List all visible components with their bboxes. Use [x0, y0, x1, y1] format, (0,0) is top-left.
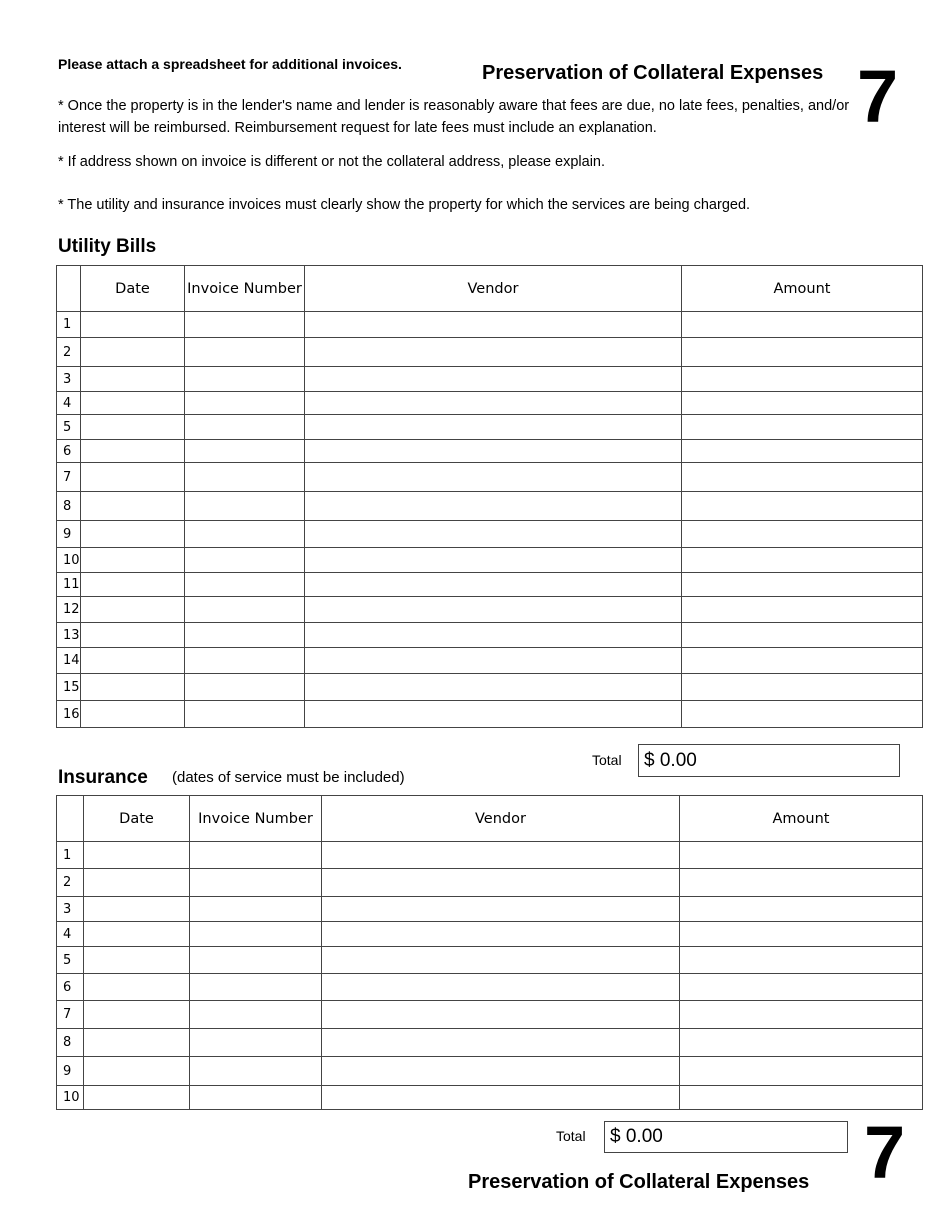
date-cell[interactable] — [84, 1029, 190, 1057]
insurance-total-field[interactable]: $ 0.00 — [604, 1121, 848, 1153]
date-cell[interactable] — [81, 701, 185, 728]
vendor-cell[interactable] — [305, 415, 682, 440]
form-number: 7 — [857, 55, 899, 138]
date-cell[interactable] — [84, 1086, 190, 1110]
invoice-number-cell[interactable] — [185, 440, 305, 463]
amount-cell[interactable] — [682, 623, 923, 648]
page-title: Preservation of Collateral Expenses — [482, 62, 824, 84]
table-row — [57, 312, 923, 338]
row-number: 6 — [57, 974, 84, 1001]
row-number: 12 — [57, 597, 81, 623]
amount-header: Amount — [680, 796, 923, 842]
date-cell[interactable] — [84, 842, 190, 869]
insurance-table — [56, 795, 923, 1110]
amount-cell[interactable] — [682, 648, 923, 674]
date-cell[interactable] — [81, 548, 185, 573]
vendor-cell[interactable] — [305, 701, 682, 728]
date-cell[interactable] — [81, 597, 185, 623]
vendor-header: Vendor — [305, 266, 682, 312]
table-row — [57, 492, 923, 521]
invoice-number-cell[interactable] — [190, 974, 322, 1001]
row-number: 1 — [57, 312, 81, 338]
invoice-number-cell[interactable] — [185, 492, 305, 521]
row-number: 4 — [57, 922, 84, 947]
date-cell[interactable] — [81, 312, 185, 338]
vendor-cell[interactable] — [305, 440, 682, 463]
date-header: Date — [81, 266, 185, 312]
invoice-number-header: Invoice Number — [185, 266, 305, 312]
vendor-cell[interactable] — [322, 869, 680, 897]
date-cell[interactable] — [81, 492, 185, 521]
vendor-cell[interactable] — [305, 312, 682, 338]
invoice-number-cell[interactable] — [190, 842, 322, 869]
address-note: * If address shown on invoice is different or not the collateral address, please explain. — [58, 154, 606, 170]
invoice-number-cell[interactable] — [185, 648, 305, 674]
invoice-number-cell[interactable] — [185, 573, 305, 597]
late-fees-note: * Once the property is in the lender's name and lender is reasonably aware that fees are due, no late fees, penalties, and/or interest will be reimbursed. Reimbursement request for late fees must include an explanation. — [58, 98, 850, 136]
row-number: 16 — [57, 701, 81, 728]
vendor-cell[interactable] — [305, 597, 682, 623]
vendor-cell[interactable] — [305, 463, 682, 492]
date-cell[interactable] — [81, 367, 185, 392]
amount-cell[interactable] — [680, 922, 923, 947]
row-number: 8 — [57, 1029, 84, 1057]
invoice-number-cell[interactable] — [185, 623, 305, 648]
table-row — [57, 869, 923, 897]
date-cell[interactable] — [81, 392, 185, 415]
table-row — [57, 922, 923, 947]
vendor-cell[interactable] — [322, 947, 680, 974]
table-row — [57, 674, 923, 701]
amount-cell[interactable] — [682, 312, 923, 338]
vendor-cell[interactable] — [305, 521, 682, 548]
vendor-cell[interactable] — [305, 623, 682, 648]
date-cell[interactable] — [81, 463, 185, 492]
amount-cell[interactable] — [680, 897, 923, 922]
amount-cell[interactable] — [682, 597, 923, 623]
invoice-number-cell[interactable] — [190, 1001, 322, 1029]
vendor-cell[interactable] — [322, 922, 680, 947]
date-cell[interactable] — [81, 674, 185, 701]
table-row — [57, 463, 923, 492]
invoice-number-cell[interactable] — [190, 922, 322, 947]
amount-cell[interactable] — [680, 974, 923, 1001]
vendor-cell[interactable] — [322, 1001, 680, 1029]
invoice-number-cell[interactable] — [185, 674, 305, 701]
row-number: 13 — [57, 623, 81, 648]
table-row — [57, 701, 923, 728]
date-cell[interactable] — [84, 897, 190, 922]
amount-cell[interactable] — [680, 947, 923, 974]
row-number: 1 — [57, 842, 84, 869]
table-row — [57, 842, 923, 869]
row-number-header — [57, 796, 84, 842]
utility-total-label: Total — [592, 752, 622, 768]
table-row — [57, 897, 923, 922]
table-row — [57, 974, 923, 1001]
table-row — [57, 1086, 923, 1110]
date-cell[interactable] — [84, 947, 190, 974]
amount-cell[interactable] — [680, 1086, 923, 1110]
date-cell[interactable] — [81, 648, 185, 674]
invoice-number-cell[interactable] — [190, 1029, 322, 1057]
invoice-number-cell[interactable] — [185, 463, 305, 492]
vendor-cell[interactable] — [322, 1086, 680, 1110]
row-number: 6 — [57, 440, 81, 463]
table-row — [57, 415, 923, 440]
amount-cell[interactable] — [682, 674, 923, 701]
vendor-cell[interactable] — [305, 367, 682, 392]
row-number: 11 — [57, 573, 81, 597]
row-number: 5 — [57, 947, 84, 974]
utility-bills-table — [56, 265, 923, 728]
table-row — [57, 573, 923, 597]
invoice-number-cell[interactable] — [190, 869, 322, 897]
row-number: 7 — [57, 1001, 84, 1029]
vendor-cell[interactable] — [322, 842, 680, 869]
amount-cell[interactable] — [680, 869, 923, 897]
invoice-number-cell[interactable] — [185, 338, 305, 367]
row-number: 4 — [57, 392, 81, 415]
vendor-header: Vendor — [322, 796, 680, 842]
row-number: 2 — [57, 869, 84, 897]
table-row — [57, 1057, 923, 1086]
amount-cell[interactable] — [680, 1057, 923, 1086]
table-header-row — [57, 266, 923, 312]
invoice-number-cell[interactable] — [185, 597, 305, 623]
table-row — [57, 947, 923, 974]
insurance-total-label: Total — [556, 1128, 586, 1144]
row-number: 15 — [57, 674, 81, 701]
row-number: 9 — [57, 521, 81, 548]
date-header: Date — [84, 796, 190, 842]
amount-cell[interactable] — [682, 463, 923, 492]
vendor-cell[interactable] — [305, 674, 682, 701]
amount-cell[interactable] — [682, 521, 923, 548]
table-row — [57, 521, 923, 548]
date-cell[interactable] — [81, 521, 185, 548]
vendor-cell[interactable] — [305, 573, 682, 597]
vendor-cell[interactable] — [322, 897, 680, 922]
invoice-number-header: Invoice Number — [190, 796, 322, 842]
vendor-cell[interactable] — [305, 648, 682, 674]
date-cell[interactable] — [81, 573, 185, 597]
row-number: 7 — [57, 463, 81, 492]
invoice-number-cell[interactable] — [185, 392, 305, 415]
table-row — [57, 648, 923, 674]
date-cell[interactable] — [84, 922, 190, 947]
date-cell[interactable] — [81, 415, 185, 440]
amount-cell[interactable] — [680, 842, 923, 869]
date-cell[interactable] — [84, 974, 190, 1001]
vendor-cell[interactable] — [305, 338, 682, 367]
row-number-header — [57, 266, 81, 312]
date-cell[interactable] — [84, 869, 190, 897]
amount-cell[interactable] — [682, 701, 923, 728]
amount-cell[interactable] — [682, 415, 923, 440]
invoice-number-cell[interactable] — [190, 1086, 322, 1110]
table-row — [57, 597, 923, 623]
attach-spreadsheet-note: Please attach a spreadsheet for additional invoices. — [58, 56, 402, 72]
insurance-heading: Insurance — [58, 767, 148, 788]
table-row — [57, 338, 923, 367]
row-number: 8 — [57, 492, 81, 521]
table-row — [57, 1029, 923, 1057]
vendor-cell[interactable] — [305, 392, 682, 415]
vendor-cell[interactable] — [322, 974, 680, 1001]
date-cell[interactable] — [84, 1001, 190, 1029]
row-number: 3 — [57, 897, 84, 922]
row-number: 9 — [57, 1057, 84, 1086]
amount-cell[interactable] — [682, 492, 923, 521]
row-number: 5 — [57, 415, 81, 440]
footer-title: Preservation of Collateral Expenses — [468, 1171, 810, 1193]
date-cell[interactable] — [81, 440, 185, 463]
invoice-number-cell[interactable] — [190, 897, 322, 922]
date-cell[interactable] — [81, 623, 185, 648]
table-row — [57, 623, 923, 648]
table-row — [57, 367, 923, 392]
invoice-number-cell[interactable] — [185, 312, 305, 338]
row-number: 10 — [57, 1086, 84, 1110]
amount-cell[interactable] — [682, 548, 923, 573]
date-cell[interactable] — [84, 1057, 190, 1086]
row-number: 14 — [57, 648, 81, 674]
invoice-number-cell[interactable] — [190, 1057, 322, 1086]
vendor-cell[interactable] — [322, 1057, 680, 1086]
vendor-cell[interactable] — [322, 1029, 680, 1057]
amount-cell[interactable] — [682, 392, 923, 415]
amount-header: Amount — [682, 266, 923, 312]
row-number: 3 — [57, 367, 81, 392]
vendor-cell[interactable] — [305, 548, 682, 573]
row-number: 10 — [57, 548, 81, 573]
amount-cell[interactable] — [682, 367, 923, 392]
amount-cell[interactable] — [682, 440, 923, 463]
footer-form-number: 7 — [864, 1111, 906, 1194]
vendor-cell[interactable] — [305, 492, 682, 521]
table-row — [57, 440, 923, 463]
amount-cell[interactable] — [680, 1029, 923, 1057]
invoice-property-note: * The utility and insurance invoices must clearly show the property for which the services are being charged. — [58, 197, 751, 213]
row-number: 2 — [57, 338, 81, 367]
utility-total-field[interactable]: $ 0.00 — [638, 744, 900, 777]
table-row — [57, 392, 923, 415]
invoice-number-cell[interactable] — [185, 367, 305, 392]
amount-cell[interactable] — [682, 573, 923, 597]
table-row — [57, 548, 923, 573]
invoice-number-cell[interactable] — [190, 947, 322, 974]
utility-bills-heading: Utility Bills — [58, 236, 157, 257]
date-cell[interactable] — [81, 338, 185, 367]
amount-cell[interactable] — [680, 1001, 923, 1029]
insurance-subtitle: (dates of service must be included) — [172, 769, 405, 786]
invoice-number-cell[interactable] — [185, 701, 305, 728]
table-header-row — [57, 796, 923, 842]
invoice-number-cell[interactable] — [185, 415, 305, 440]
table-row — [57, 1001, 923, 1029]
invoice-number-cell[interactable] — [185, 521, 305, 548]
invoice-number-cell[interactable] — [185, 548, 305, 573]
amount-cell[interactable] — [682, 338, 923, 367]
